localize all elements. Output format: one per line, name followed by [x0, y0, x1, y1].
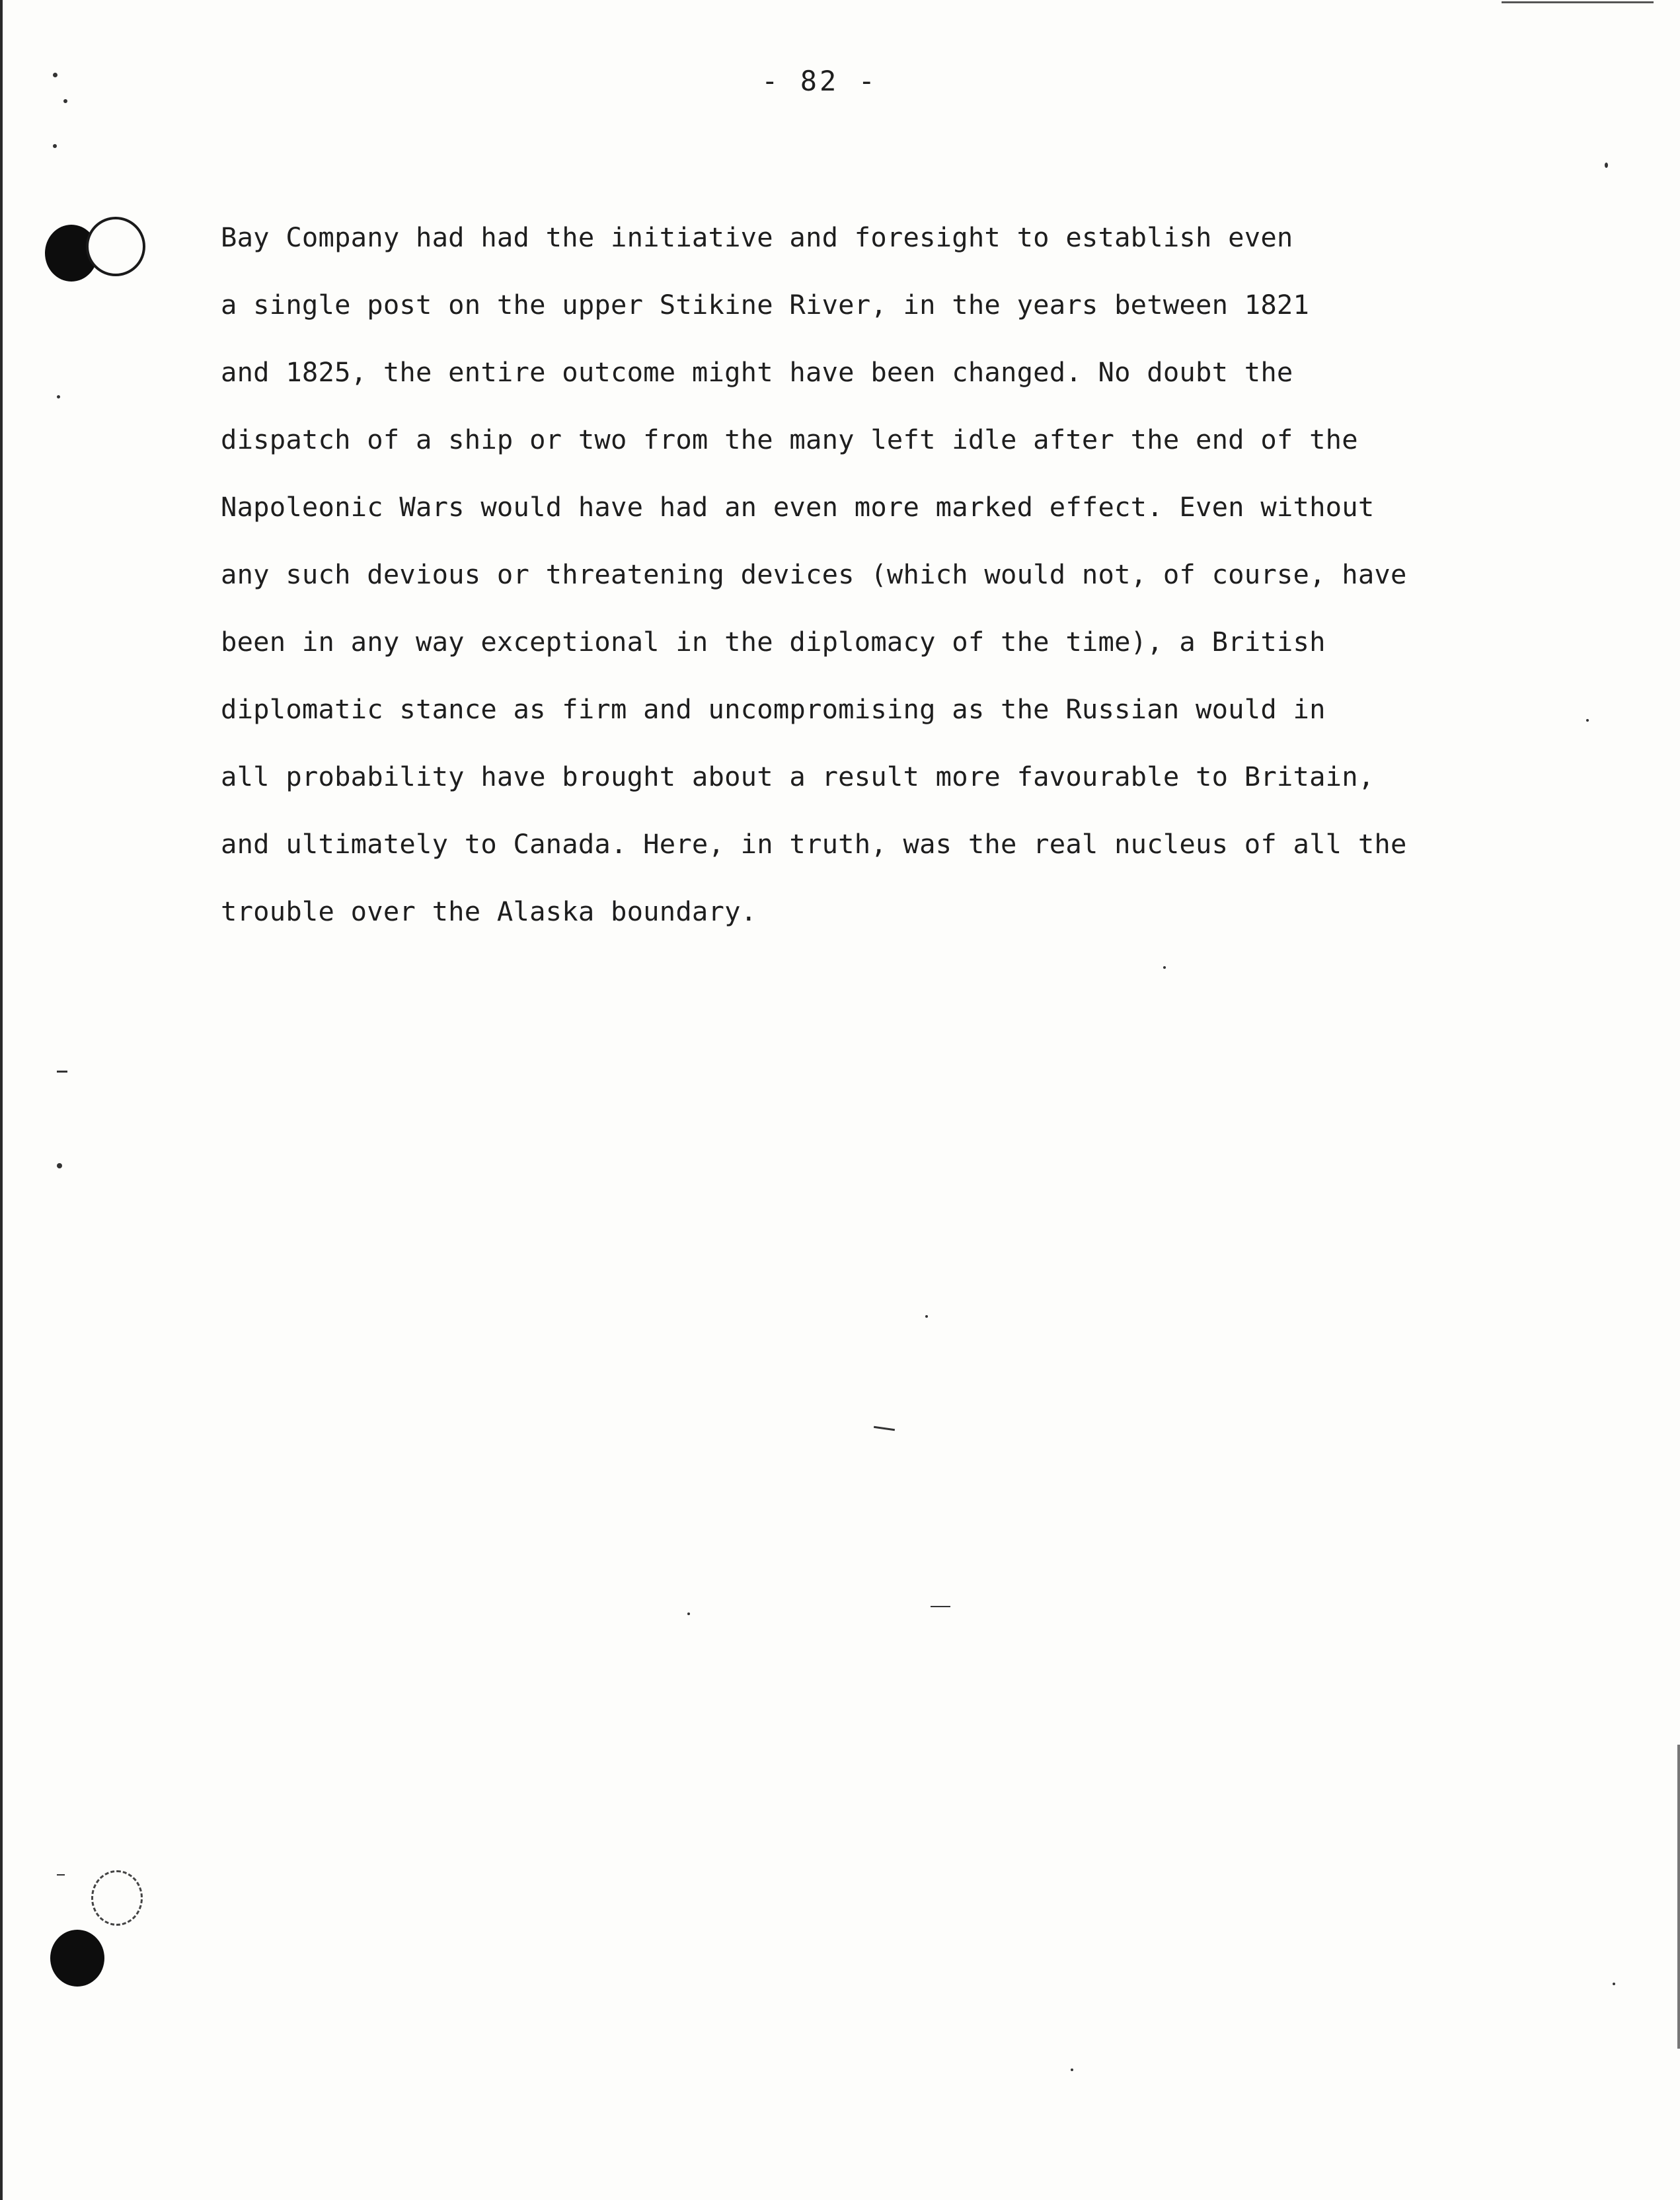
punch-hole-top-ring	[86, 217, 145, 276]
scan-speck	[57, 395, 60, 398]
paragraph-line: diplomatic stance as firm and uncompromising as the Russian would in	[221, 693, 1326, 725]
scan-top-rule	[1502, 1, 1654, 3]
punch-hole-bottom-ring	[91, 1870, 143, 1926]
scan-speck	[1163, 966, 1166, 969]
scan-right-edge	[1677, 1745, 1680, 2049]
scan-speck	[925, 1315, 928, 1318]
scan-speck	[1605, 163, 1608, 168]
scan-speck	[1613, 1983, 1615, 1985]
scan-mark	[57, 1874, 65, 1876]
page-number: - 82 -	[761, 65, 878, 97]
paragraph-line: and 1825, the entire outcome might have been changed. No doubt the	[221, 356, 1293, 388]
scan-speck	[57, 1163, 62, 1168]
scan-mark	[931, 1606, 950, 1607]
paragraph-line: a single post on the upper Stikine River, in the years between 1821	[221, 289, 1310, 321]
scan-speck	[63, 99, 67, 103]
scan-speck	[687, 1612, 690, 1615]
paragraph-line: trouble over the Alaska boundary.	[221, 895, 757, 927]
punch-hole-bottom-filled	[50, 1930, 104, 1987]
paragraph-line: Bay Company had had the initiative and foresight to establish even	[221, 221, 1293, 253]
paragraph-line: any such devious or threatening devices (which would not, of course, have	[221, 558, 1407, 590]
paragraph-line: been in any way exceptional in the diplomacy of the time), a British	[221, 626, 1326, 658]
scan-mark	[874, 1426, 895, 1431]
scan-speck	[53, 144, 57, 148]
paragraph-line: dispatch of a ship or two from the many left idle after the end of the	[221, 424, 1358, 455]
paragraph-line: all probability have brought about a result more favourable to Britain,	[221, 761, 1375, 792]
paragraph-line: and ultimately to Canada. Here, in truth, was the real nucleus of all the	[221, 828, 1407, 860]
scan-speck	[1071, 2068, 1073, 2071]
scan-left-edge	[0, 0, 3, 2200]
paragraph-line: Napoleonic Wars would have had an even more marked effect. Even without	[221, 491, 1375, 523]
scan-mark	[57, 1071, 67, 1073]
scan-speck	[1586, 719, 1589, 722]
paragraph	[221, 204, 1543, 945]
scan-speck	[53, 73, 57, 77]
